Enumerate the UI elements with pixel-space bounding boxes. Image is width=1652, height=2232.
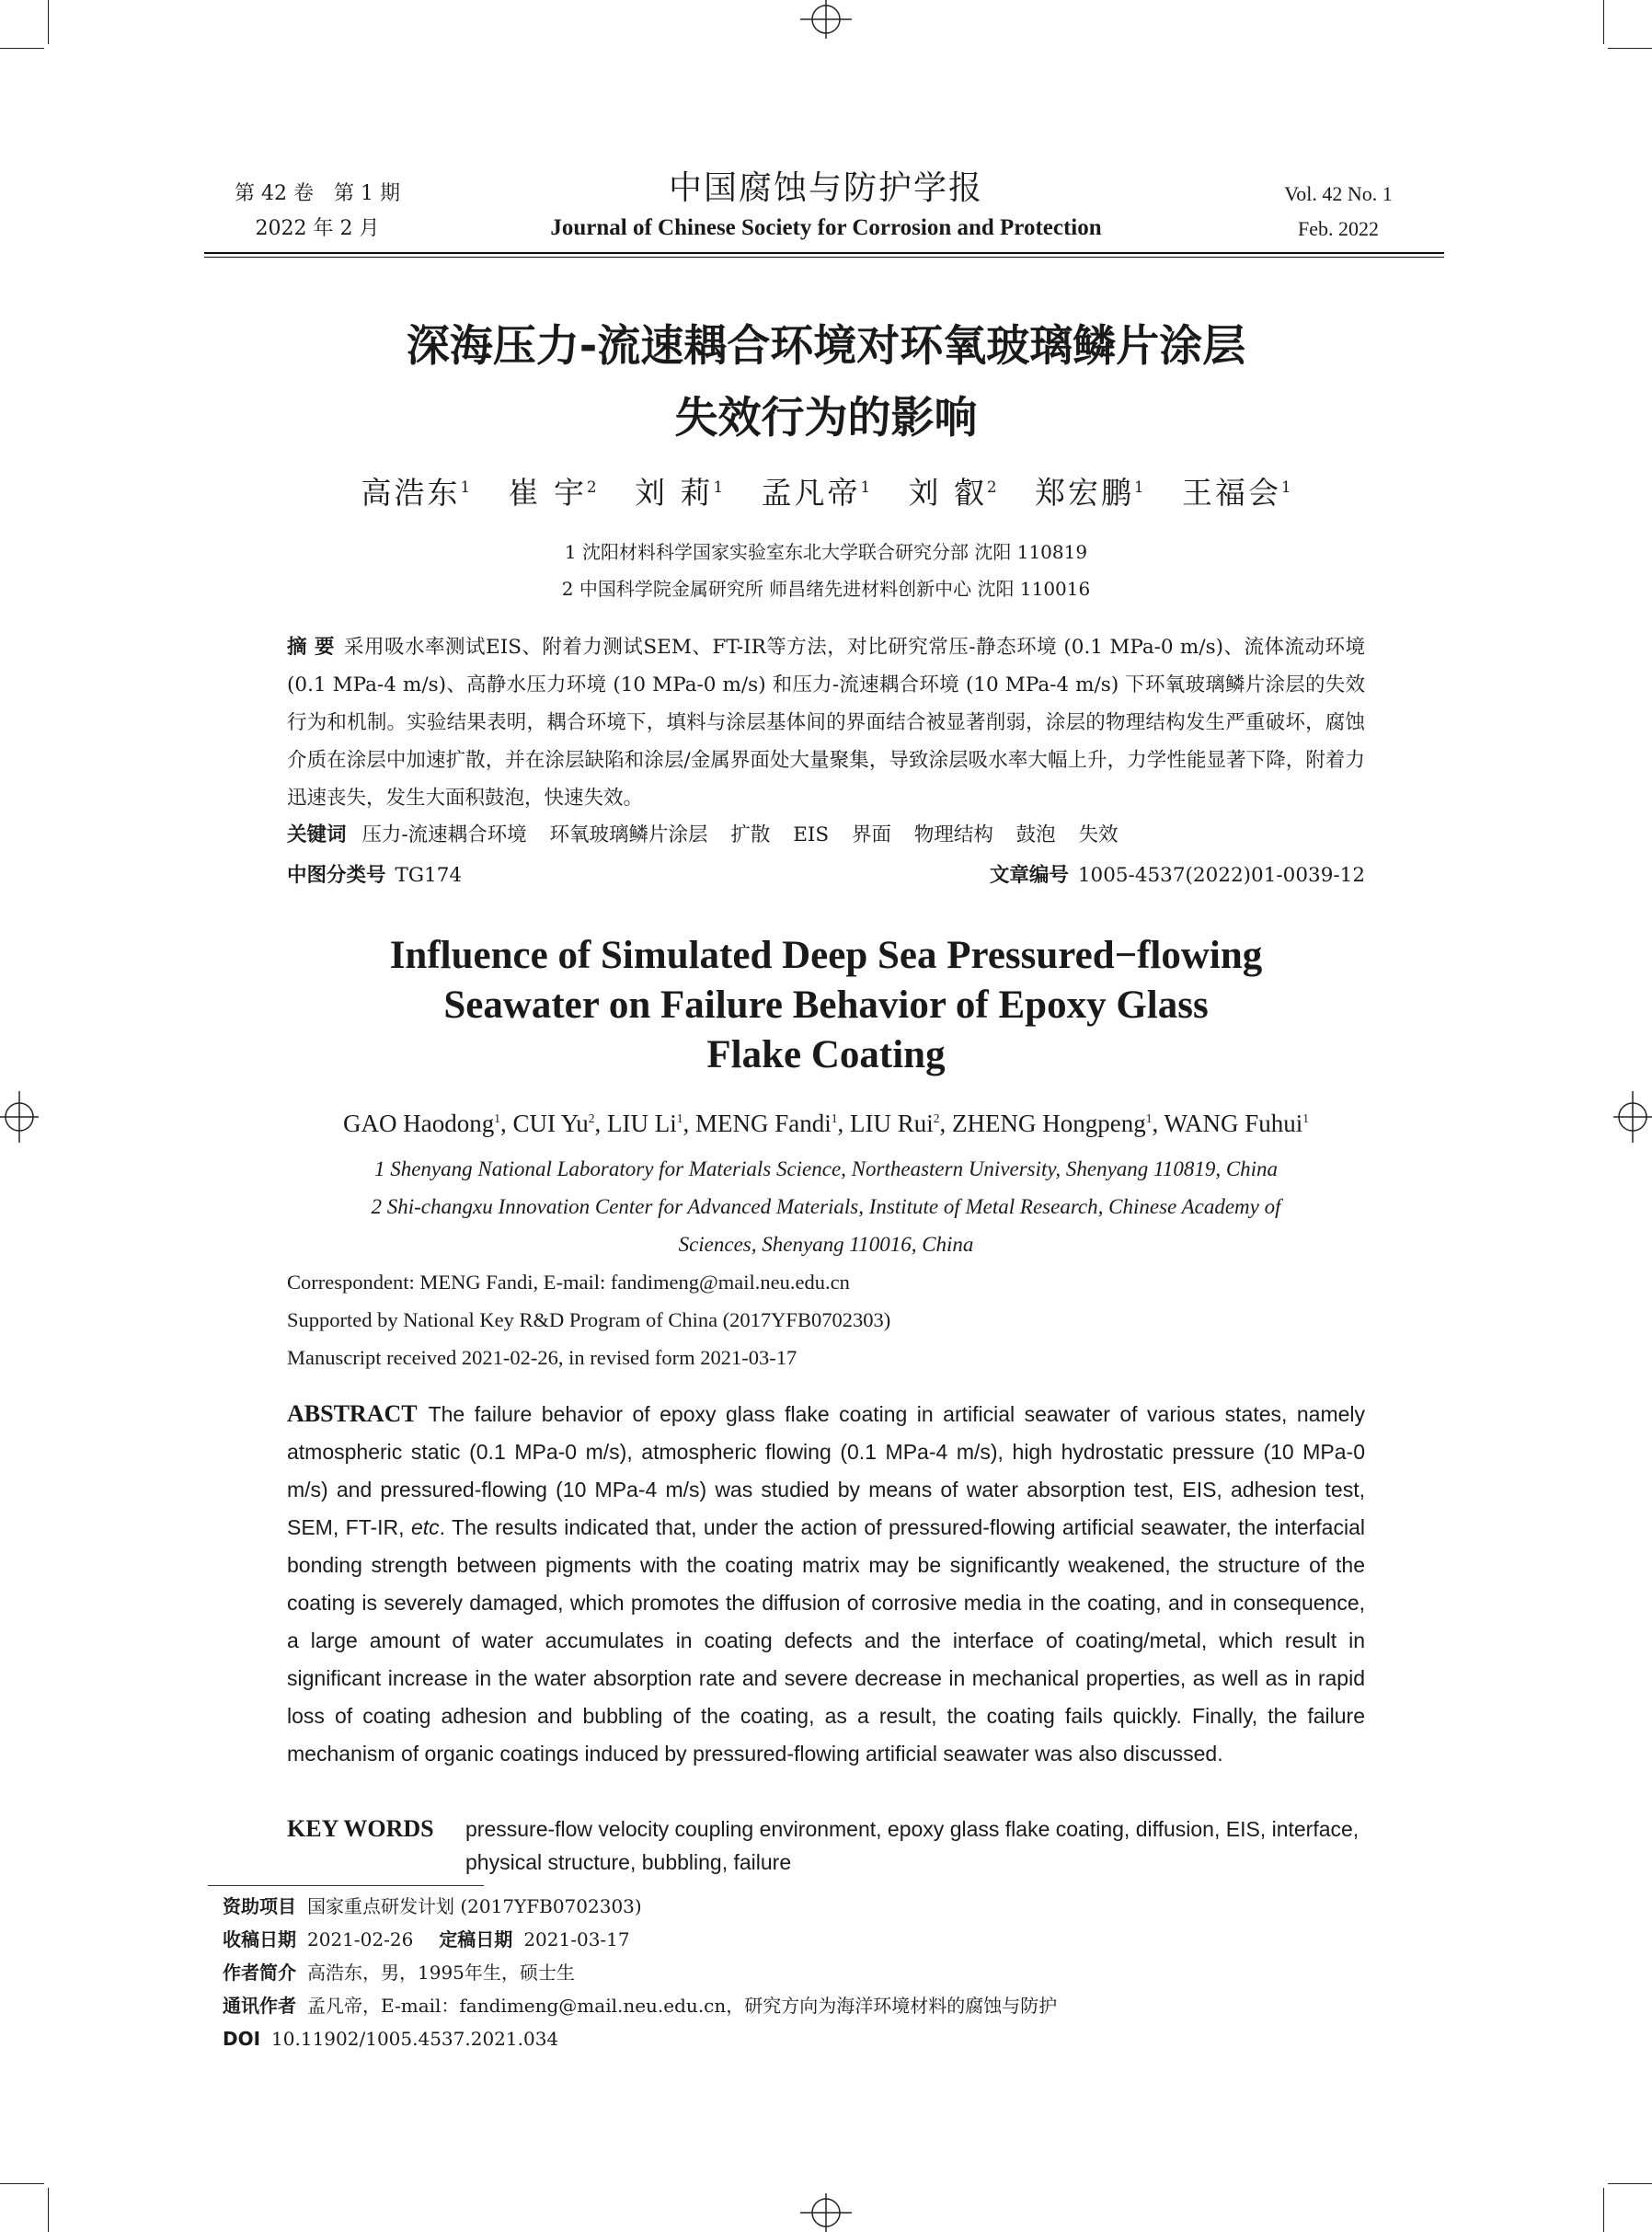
article-meta-en — [287, 1263, 1365, 1376]
author-en — [695, 1110, 838, 1137]
registration-mark-left — [0, 1089, 39, 1145]
registration-mark-right — [1613, 1089, 1652, 1145]
footnote-doi — [223, 2022, 1234, 2055]
paper-title-cn-line2: 失效行为的影响 — [674, 393, 978, 443]
author-name: 孟凡帝 — [761, 475, 861, 511]
clc-label: 中图分类号 — [287, 864, 386, 887]
header-rule — [204, 252, 1444, 254]
article-number-value: 1005-4537(2022)01-0039-12 — [1077, 864, 1365, 887]
clc-value: TG174 — [395, 864, 463, 887]
affiliations-en — [294, 1150, 1358, 1263]
footnote-doi-value[interactable]: 10.11902/1005.4537.2021.034 — [271, 2028, 559, 2050]
abstract-cn-label: 摘 要 — [287, 636, 335, 659]
footnote-rule — [208, 1885, 484, 1886]
author-cn — [361, 475, 471, 511]
header-en-volume: Vol. 42 No. 1 — [1284, 182, 1393, 205]
abstract-en-text-cont: . The results indicated that, under the action of pressured-flowing artificial seawater, the interfacial bonding strength between pigments with the coating matrix may be significantly weakened, the structure of the coating is severely damaged, which promotes the diffusion of corrosive media in the coating, and in consequence, a large amount of water accumulates in coating defects and the interface of coating/metal, which result in significant increase in the water absorption rate and severe decrease in mechanical properties, as well as in rapid loss of coating adhesion and bubbling of the coating, as a result, the coating fails quickly. Finally, the failure mechanism of organic coatings induced by pressured-flowing artificial seawater was also discussed. — [287, 1515, 1365, 1766]
author-en — [850, 1110, 940, 1137]
keyword-cn: 压力-流速耦合环境 — [361, 823, 527, 846]
footnote-final-label: 定稿日期 — [439, 1928, 513, 1950]
paper-title-en-line3: Flake Coating — [706, 1033, 946, 1076]
author-name: LIU Li — [607, 1110, 677, 1137]
article-number-label: 文章编号 — [989, 864, 1069, 887]
header-cn-issue — [225, 177, 409, 247]
author-list-en: GAO Haodong$^1$, CUI Yu$^2$, LIU Li$^1$, MENG Fandi$^1$, LIU Rui$^2$, ZHENG Hongpeng$^1$, WANG Fuhui$^1$ — [343, 1110, 1309, 1137]
author-affil-index: 2 — [987, 478, 997, 496]
footnote-received-label: 收稿日期 — [223, 1928, 296, 1950]
header-en-issue — [1260, 177, 1417, 247]
classification-row — [287, 857, 1365, 894]
author-affil-index: 1 — [1302, 1111, 1309, 1125]
author-en — [607, 1110, 683, 1137]
author-affil-index: 1 — [1134, 478, 1144, 496]
footnote-final-value: 2021-03-17 — [523, 1928, 630, 1950]
footnote-funding-value: 国家重点研发计划 (2017YFB0702303) — [307, 1895, 642, 1917]
keyword-cn: 环氧玻璃鳞片涂层 — [549, 823, 708, 846]
author-name: 郑宏鹏 — [1035, 475, 1134, 511]
paper-title-en-line1: Influence of Simulated Deep Sea Pressured−flowing — [389, 934, 1263, 977]
footnote-funding — [223, 1890, 1234, 1923]
abstract-en-label: ABSTRACT — [287, 1400, 418, 1427]
author-list-cn — [202, 469, 1450, 512]
author-en — [343, 1110, 500, 1137]
author-cn — [1182, 475, 1291, 511]
author-name: ZHENG Hongpeng — [951, 1110, 1146, 1137]
author-name: 高浩东 — [361, 475, 461, 511]
author-affil-index: 1 — [1281, 478, 1291, 496]
registration-mark-top — [798, 0, 854, 39]
keyword-cn: 界面 — [851, 823, 891, 846]
affiliations-cn — [202, 534, 1450, 607]
author-name: WANG Fuhui — [1164, 1110, 1303, 1137]
footnote-author-value: 高浩东，男，1995年生，硕士生 — [307, 1962, 575, 1984]
keywords-cn — [287, 817, 1365, 854]
registration-mark-bottom — [798, 2193, 854, 2232]
keyword-cn: 物理结构 — [913, 823, 993, 846]
header-cn-volume: 第 42 卷 第 1 期 — [235, 182, 400, 205]
author-name: 刘 莉 — [635, 475, 714, 511]
author-affil-index: 1 — [494, 1111, 500, 1125]
paper-title-cn-line1: 深海压力-流速耦合环境对环氧玻璃鳞片涂层 — [406, 321, 1246, 372]
correspondent: Correspondent: MENG Fandi, E-mail: fandimeng@mail.neu.edu.cn — [287, 1271, 850, 1294]
author-affil-index: 1 — [460, 478, 470, 496]
footnote-doi-label: DOI — [223, 2028, 261, 2050]
author-en — [1164, 1110, 1309, 1137]
author-affil-index: 2 — [933, 1111, 940, 1125]
article-number — [990, 857, 1365, 894]
author-affil-index: 2 — [587, 478, 597, 496]
footnote-corresponding-value: 孟凡帝，E-mail：fandimeng@mail.neu.edu.cn，研究方向为海洋环境材料的腐蚀与防护 — [307, 1995, 1058, 2017]
header-rule-thin — [204, 257, 1444, 258]
paper-title-en — [202, 931, 1450, 1080]
manuscript-dates: Manuscript received 2021-02-26, in revised form 2021-03-17 — [287, 1346, 797, 1369]
author-affil-index: 1 — [676, 1111, 683, 1125]
author-cn — [635, 475, 723, 511]
author-affil-index: 1 — [860, 478, 870, 496]
author-affil-index: 1 — [1145, 1111, 1153, 1125]
keyword-cn: 鼓泡 — [1015, 823, 1056, 846]
header-journal — [478, 166, 1174, 245]
abstract-en-etc: etc — [410, 1515, 440, 1539]
author-en — [952, 1110, 1152, 1137]
journal-title-cn: 中国腐蚀与防护学报 — [668, 169, 983, 207]
footnote-author-label: 作者简介 — [223, 1962, 296, 1984]
keyword-cn: 失效 — [1078, 823, 1119, 846]
abstract-cn — [287, 628, 1365, 817]
author-name: CUI Yu — [512, 1110, 589, 1137]
footnote-author — [223, 1956, 1234, 1989]
abstract-en — [287, 1395, 1365, 1773]
author-affil-index: 1 — [713, 478, 723, 496]
keyword-cn: EIS — [793, 823, 830, 846]
author-en — [512, 1110, 594, 1137]
author-name: LIU Rui — [849, 1110, 934, 1137]
footnote-received-value: 2021-02-26 — [307, 1928, 414, 1950]
footnote-funding-label: 资助项目 — [223, 1895, 296, 1917]
affiliation-en-2: 2 Shi-changxu Innovation Center for Advanced Materials, Institute of Metal Research, Chinese Academy of — [371, 1195, 1281, 1218]
author-name: 王福会 — [1182, 475, 1281, 511]
abstract-en-text: The failure behavior of epoxy glass flake coating in artificial seawater of various states, namely atmospheric static (0.1 MPa-0 m/s), atmospheric flowing (0.1 MPa-4 m/s), high hydrostatic pressure (10 MPa-0 m/s) and pressured-flowing (10 MPa-4 m/s) was studied by means of water absorption test, EIS, adhesion test, SEM, FT-IR, — [287, 1402, 1365, 1539]
author-affil-index: 1 — [831, 1111, 838, 1125]
paper-title-cn — [202, 311, 1450, 454]
footnotes — [223, 1890, 1234, 2055]
author-cn — [762, 475, 871, 511]
author-name: 刘 叡 — [908, 475, 987, 511]
affiliation-en-2-cont: Sciences, Shenyang 110016, China — [678, 1233, 974, 1256]
journal-title-en: Journal of Chinese Society for Corrosion and Protection — [550, 215, 1102, 240]
keywords-en-text: pressure-flow velocity coupling environment, epoxy glass flake coating, diffusion, EIS, interface, physical structure, bubbling, failure — [465, 1817, 1359, 1874]
keywords-en-label: KEY WORDS — [287, 1815, 434, 1842]
author-cn — [1035, 475, 1144, 511]
keyword-cn: 扩散 — [730, 823, 771, 846]
author-cn — [509, 475, 597, 511]
author-name: 崔 宇 — [508, 475, 587, 511]
author-cn — [909, 475, 997, 511]
affiliation-cn-2: 2 中国科学院金属研究所 师昌绪先进材料创新中心 沈阳 110016 — [561, 578, 1091, 600]
header-en-date: Feb. 2022 — [1298, 217, 1379, 240]
paper-title-en-line2: Seawater on Failure Behavior of Epoxy Glass — [443, 984, 1209, 1027]
keywords-en — [287, 1812, 1365, 1879]
header-cn-date: 2022 年 2 月 — [255, 217, 380, 240]
funding-en: Supported by National Key R&D Program of China (2017YFB0702303) — [287, 1308, 891, 1331]
footnote-corresponding-label: 通讯作者 — [223, 1995, 296, 2017]
author-name: MENG Fandi — [694, 1110, 832, 1137]
footnote-corresponding — [223, 1989, 1234, 2022]
footnote-dates — [223, 1923, 1234, 1956]
affiliation-en-1: 1 Shenyang National Laboratory for Materials Science, Northeastern University, Shenyang 110819, China — [373, 1157, 1279, 1180]
author-affil-index: 2 — [588, 1111, 595, 1125]
abstract-cn-text: 采用吸水率测试EIS、附着力测试SEM、FT-IR等方法，对比研究常压-静态环境 (0.1 MPa-0 m/s)、流体流动环境 (0.1 MPa-4 m/s)、高静水压力环境 (10 MPa-0 m/s) 和压力-流速耦合环境 (10 MPa-4 m/s) 下环氧玻璃鳞片涂层的失效行为和机制。实验结果表明，耦合环境下，填料与涂层基体间的界面结合被显著削弱，涂层的物理结构发生严重破坏，腐蚀介质在涂层中加速扩散，并在涂层缺陷和涂层/金属界面处大量聚集，导致涂层吸水率大幅上升，力学性能显著下降，附着力迅速丧失，发生大面积鼓泡，快速失效。 — [287, 636, 1365, 810]
keywords-cn-label: 关键词 — [287, 823, 347, 846]
author-name: GAO Haodong — [343, 1110, 495, 1137]
affiliation-cn-1: 1 沈阳材料科学国家实验室东北大学联合研究分部 沈阳 110819 — [564, 541, 1088, 563]
